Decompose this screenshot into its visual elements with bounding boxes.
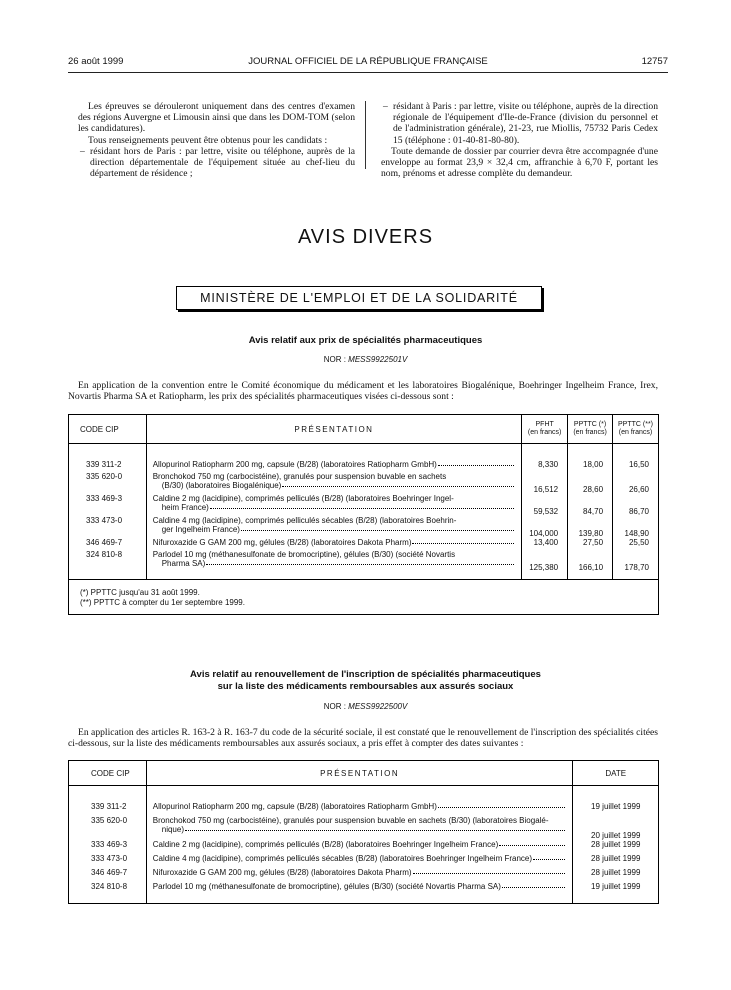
col-header: PPTTC (**) (en francs) [618, 421, 654, 436]
pfht-cell: 13,400 [522, 538, 568, 550]
code-cell: 333 469-3 [69, 494, 147, 516]
col-header: PFHT (en francs) [522, 415, 568, 444]
avis1-title: Avis relatif aux prix de spécialités pharmaceutiques [248, 335, 483, 346]
table-row [69, 494, 659, 516]
presentation-cell [146, 494, 521, 516]
ppttc1-cell: 27,50 [568, 538, 613, 550]
avis2-intro: En application des articles R. 163-2 à R. 163-7 du code de la sécurité sociale, il est constaté que le renouvellement de l'inscription des spécialités citées ci-dessous, sur la liste des médicaments remboursables aux assurés sociaux, a pris effet à compter des dates suivantes : [68, 727, 658, 749]
ppttc2-cell: 148,90 [624, 528, 649, 538]
presentation-line: Caldine 4 mg (lacidipine), comprimés pelliculés sécables (B/28) (laboratoires Boehringer Ingelheim France) [153, 854, 567, 863]
table-row [69, 802, 659, 816]
presentation-line: heim France) [153, 503, 515, 512]
code-cell: 324 810-8 [69, 550, 147, 572]
running-header [68, 56, 668, 70]
pfht-cell: 59,532 [522, 494, 568, 516]
date-cell: 28 juillet 1999 [591, 867, 641, 877]
presentation-line: ger Ingelheim France) [153, 525, 515, 534]
ministry-title: MINISTÈRE DE L'EMPLOI ET DE LA SOLIDARITÉ [200, 291, 518, 305]
avis2-title-line1: Avis relatif au renouvellement de l'inscription de spécialités pharmaceutiques [190, 669, 541, 680]
note: (**) PPTTC à compter du 1er septembre 1999. [80, 598, 245, 607]
column-divider [365, 101, 366, 169]
code-cell: 333 469-3 [69, 840, 147, 854]
presentation-line: Allopurinol Ratiopharm 200 mg, capsule (B/28) (laboratoires Ratiopharm GmbH) [153, 802, 567, 811]
presentation-line: Nifuroxazide G GAM 200 mg, gélules (B/28) (laboratoires Dakota Pharm) [153, 868, 567, 877]
renewal-table-body [69, 786, 659, 904]
col-header: DATE [605, 768, 627, 778]
ppttc1-cell: 139,80 [568, 516, 613, 538]
code-cell: 346 469-7 [69, 538, 147, 550]
pfht-cell: 104,000 [522, 516, 568, 538]
ppttc2-cell: 86,70 [628, 506, 649, 516]
code-cell: 333 473-0 [69, 854, 147, 868]
list-item: – résidant hors de Paris : par lettre, visite ou téléphone, auprès de la direction départementale de l'équipement située au chef-lieu du département de résidence ; [80, 145, 355, 180]
col-header: PRÉSENTATION [146, 761, 573, 786]
presentation-cell [146, 854, 573, 868]
presentation-line: Pharma SA) [153, 559, 515, 568]
code-cell: 335 620-0 [69, 472, 147, 494]
note: (*) PPTTC jusqu'au 31 août 1999. [80, 588, 200, 597]
section-title: AVIS DIVERS [297, 226, 434, 248]
pfht-cell: 125,380 [522, 550, 568, 572]
renewal-table [68, 760, 659, 904]
header-rule [68, 72, 668, 73]
code-cell: 333 473-0 [69, 516, 147, 538]
date-cell: 19 juillet 1999 [591, 881, 641, 891]
code-cell: 346 469-7 [69, 868, 147, 882]
code-cell: 339 311-2 [69, 460, 147, 472]
table-row [69, 472, 659, 494]
table-row [69, 868, 659, 882]
avis2-nor: NOR : MESS9922500V [323, 702, 408, 711]
ppttc2-cell: 16,50 [628, 459, 649, 469]
presentation-cell [146, 516, 521, 538]
prices-table [68, 414, 659, 615]
notes [69, 580, 659, 615]
notes-row [69, 580, 659, 615]
presentation-cell [146, 840, 573, 854]
paragraph: Toute demande de dossier par courrier devra être accompagnée d'une enveloppe au format 23,9 × 32,4 cm, affranchie à 6,70 F, portant les nom, prénoms et adresse complète du demandeur. [381, 145, 658, 180]
ppttc2-cell: 25,50 [628, 537, 649, 547]
presentation-cell [146, 460, 521, 472]
table-row [69, 840, 659, 854]
prices-table-body [69, 444, 659, 580]
presentation-cell [146, 550, 521, 572]
intro-left-column [78, 101, 355, 179]
presentation-line: Parlodel 10 mg (méthanesulfonate de bromocriptine), gélules (B/30) (société Novartis [152, 549, 456, 559]
presentation-line: Bronchokod 750 mg (carbocistéine), granulés pour suspension buvable en sachets (B/30) (laboratoires Biogalé- [152, 815, 549, 825]
code-cell: 335 620-0 [69, 816, 147, 840]
ppttc2-cell: 26,60 [628, 484, 649, 494]
presentation-cell [146, 816, 573, 840]
issue-date: 26 août 1999 [68, 56, 124, 67]
col-header: PRÉSENTATION [146, 415, 521, 444]
presentation-line: Caldine 2 mg (lacidipine), comprimés pelliculés (B/28) (laboratoires Boehringer Ingelheim France) [153, 840, 567, 849]
presentation-cell [146, 802, 573, 816]
date-cell: 28 juillet 1999 [591, 853, 641, 863]
ppttc1-cell: 28,60 [568, 472, 613, 494]
ppttc1-cell: 166,10 [568, 550, 613, 572]
table-row [69, 816, 659, 840]
paragraph: Tous renseignements peuvent être obtenus pour les candidats : [88, 134, 328, 146]
presentation-line: Allopurinol Ratiopharm 200 mg, capsule (B/28) (laboratoires Ratiopharm GmbH) [153, 460, 515, 469]
presentation-line: Caldine 4 mg (lacidipine), comprimés pelliculés sécables (B/28) (laboratoires Boehrin- [152, 515, 457, 525]
presentation-line: (B/30) (laboratoires Biogalénique) [153, 481, 515, 490]
page-number: 12757 [641, 56, 668, 67]
date-cell: 20 juillet 1999 [591, 830, 641, 840]
date-cell: 19 juillet 1999 [591, 801, 641, 811]
table-row [69, 538, 659, 550]
table-row [69, 854, 659, 868]
presentation-line: nique) [153, 825, 567, 834]
ppttc1-cell: 84,70 [568, 494, 613, 516]
col-header: PPTTC (*) (en francs) [568, 415, 613, 444]
col-header: CODE CIP [69, 415, 147, 444]
pfht-cell: 16,512 [522, 472, 568, 494]
table-row [69, 550, 659, 572]
journal-title: JOURNAL OFFICIEL DE LA RÉPUBLIQUE FRANÇAISE [248, 56, 488, 67]
table-row [69, 882, 659, 896]
table-header-row [69, 415, 659, 444]
table-header-row [69, 761, 659, 786]
col-header: CODE CIP [69, 761, 147, 786]
presentation-line: Caldine 2 mg (lacidipine), comprimés pelliculés (B/28) (laboratoires Boehringer Ingel- [152, 493, 454, 503]
avis1-nor: NOR : MESS9922501V [323, 355, 408, 364]
presentation-cell [146, 472, 521, 494]
ppttc2-cell: 178,70 [624, 562, 649, 572]
date-cell: 28 juillet 1999 [591, 839, 641, 849]
pfht-cell: 8,330 [522, 460, 568, 472]
ministry-box [176, 286, 542, 310]
avis1-intro: En application de la convention entre le Comité économique du médicament et les laboratoires Biogalénique, Boehringer Ingelheim France, Irex, Novartis Pharma SA et Ratiopharm, les prix des spécialités pharmaceutiques visées ci-dessous sont : [68, 380, 658, 402]
presentation-line: Parlodel 10 mg (méthanesulfonate de bromocriptine), gélules (B/30) (société Novartis Pharma SA) [153, 882, 567, 891]
code-cell: 339 311-2 [69, 802, 147, 816]
presentation-line: Bronchokod 750 mg (carbocistéine), granulés pour suspension buvable en sachets [152, 471, 447, 481]
presentation-line: Nifuroxazide G GAM 200 mg, gélules (B/28) (laboratoires Dakota Pharm) [153, 538, 515, 547]
table-row [69, 460, 659, 472]
list-item: – résidant à Paris : par lettre, visite ou téléphone, auprès de la direction régionale de l'équipement d'Ile-de-France (division du personnel et de l'administration générale), 21-23, rue Miollis, 75732 Paris Cedex 15 (téléphone : 01-40-81-80-80). [383, 101, 658, 146]
ppttc1-cell: 18,00 [568, 460, 613, 472]
paragraph: Les épreuves se dérouleront uniquement dans des centres d'examen des régions Auvergne et Limousin ainsi que dans les DOM-TOM (selon les candidatures). [78, 101, 355, 135]
avis2-title-line2: sur la liste des médicaments remboursables aux assurés sociaux [217, 681, 514, 692]
presentation-cell [146, 882, 573, 896]
presentation-cell [146, 868, 573, 882]
presentation-cell [146, 538, 521, 550]
table-row [69, 516, 659, 538]
code-cell: 324 810-8 [69, 882, 147, 896]
intro-right-column [381, 101, 658, 179]
